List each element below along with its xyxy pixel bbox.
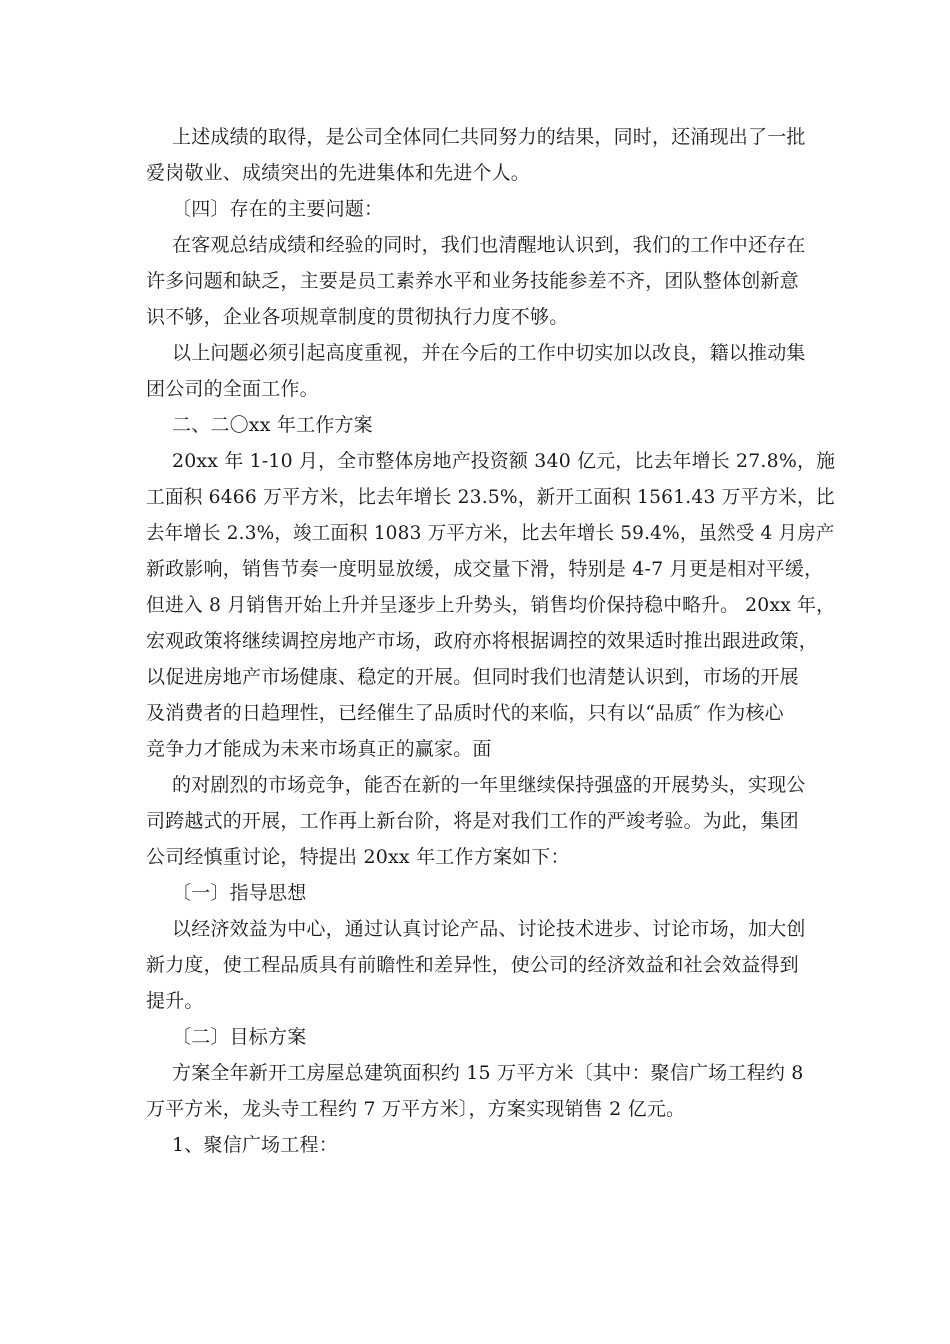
text-line: 新政影响，销售节奏一度明显放缓，成交量下滑，特别是 4-7 月更是相对平缓，: [146, 558, 824, 580]
text-line: 爱岗敬业、成绩突出的先进集体和先进个人。: [146, 162, 531, 184]
text-line: 竞争力才能成为未来市场真正的赢家。面: [146, 738, 492, 760]
text-line: 司跨越式的开展，工作再上新台阶，将是对我们工作的严竣考验。为此，集团: [146, 810, 799, 832]
section-heading: 〔一〕指导思想: [172, 882, 307, 904]
text-line: 团公司的全面工作。: [146, 378, 319, 400]
text-line: 上述成绩的取得，是公司全体同仁共同努力的结果，同时，还涌现出了一批: [172, 126, 806, 148]
text-line: 提升。: [146, 990, 204, 1012]
text-line: 以上问题必须引起高度重视，并在今后的工作中切实加以改良，籍以推动集: [172, 342, 806, 364]
text-line: 许多问题和缺乏，主要是员工素养水平和业务技能参差不齐，团队整体创新意: [146, 270, 799, 292]
text-line: 工面积 6466 万平方米，比去年增长 23.5%，新开工面积 1561.43 万平方米，比: [146, 486, 835, 508]
section-heading: 1、聚信广场工程：: [172, 1134, 338, 1156]
text-line: 宏观政策将继续调控房地产市场，政府亦将根据调控的效果适时推出跟进政策，: [146, 630, 819, 652]
text-line: 公司经慎重讨论，特提出 20xx 年工作方案如下：: [146, 846, 570, 868]
section-heading: 〔二〕目标方案: [172, 1026, 307, 1048]
text-line: 识不够，企业各项规章制度的贯彻执行力度不够。: [146, 306, 569, 328]
text-line: 的对剧烈的市场竞争，能否在新的一年里继续保持强盛的开展势头，实现公: [172, 774, 806, 796]
text-line: 20xx 年 1-10 月，全市整体房地产投资额 340 亿元，比去年增长 27.8%，施: [172, 450, 836, 472]
text-line: 去年增长 2.3%，竣工面积 1083 万平方米，比去年增长 59.4%，虽然受 4 月房产: [146, 522, 835, 544]
section-heading: 〔四〕存在的主要问题：: [172, 198, 384, 220]
text-line: 新力度，使工程品质具有前瞻性和差异性，使公司的经济效益和社会效益得到: [146, 954, 799, 976]
text-line: 以经济效益为中心，通过认真讨论产品、讨论技术进步、讨论市场，加大创: [172, 918, 806, 940]
text-line: 但进入 8 月销售开始上升并呈逐步上升势头，销售均价保持稳中略升。 20xx 年，: [146, 594, 836, 616]
text-line: 及消费者的日趋理性，已经催生了品质时代的来临，只有以“品质″ 作为核心: [146, 702, 784, 724]
text-line: 以促进房地产市场健康、稳定的开展。但同时我们也清楚认识到，市场的开展: [146, 666, 799, 688]
text-line: 在客观总结成绩和经验的同时，我们也清醒地认识到，我们的工作中还存在: [172, 234, 806, 256]
text-line: 方案全年新开工房屋总建筑面积约 15 万平方米〔其中：聚信广场工程约 8: [172, 1062, 804, 1084]
section-heading: 二、二〇xx 年工作方案: [172, 414, 373, 436]
text-line: 万平方米，龙头寺工程约 7 万平方米〕，方案实现销售 2 亿元。: [146, 1098, 686, 1120]
